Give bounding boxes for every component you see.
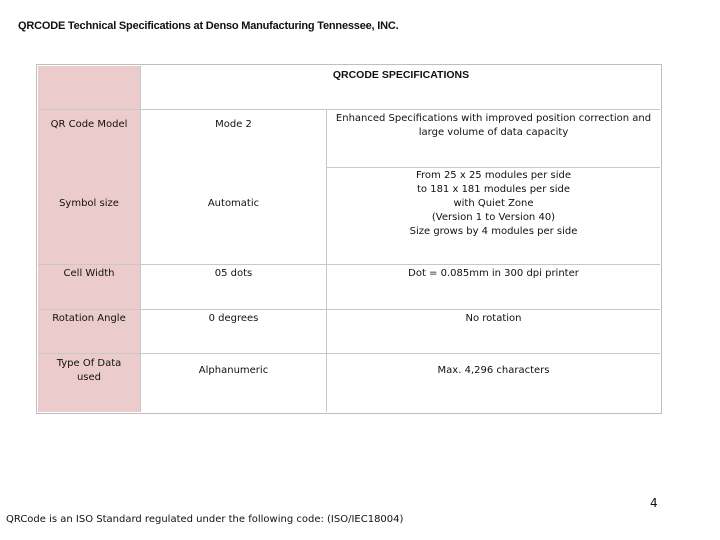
footer-text: QRCode is an ISO Standard regulated under the following code: (ISO/IEC18004) xyxy=(6,514,404,525)
row-value-qr-model: Mode 2 xyxy=(215,119,252,130)
row-detail-data-type: Max. 4,296 characters xyxy=(437,365,550,376)
row-detail-symbol-size: From 25 x 25 modules per side to 181 x 181 modules per side with Quiet Zone (Version 1 to Version 40) Size grows by 4 modules per side xyxy=(409,170,578,237)
spec-table xyxy=(36,64,662,414)
page-number: 4 xyxy=(650,496,658,510)
row-value-symbol-size: Automatic xyxy=(207,198,260,209)
page-title: QRCODE Technical Specifications at Denso Manufacturing Tennessee, INC. xyxy=(18,20,399,32)
row-value-cell-width: 05 dots xyxy=(214,268,253,279)
row-label-data-type: Type Of Data used xyxy=(56,358,122,383)
row-value-rotation-angle: 0 degrees xyxy=(208,313,259,324)
row-value-data-type: Alphanumeric xyxy=(198,365,269,376)
row-detail-cell-width: Dot = 0.085mm in 300 dpi printer xyxy=(408,268,579,279)
table-header: QRCODE SPECIFICATIONS xyxy=(332,69,470,81)
row-label-cell-width: Cell Width xyxy=(63,268,115,279)
row-label-qr-model: QR Code Model xyxy=(50,119,128,130)
row-label-rotation-angle: Rotation Angle xyxy=(52,313,126,324)
row-detail-qr-model: Enhanced Specifications with improved position correction and large volume of data capacity xyxy=(335,113,652,138)
row-detail-rotation-angle: No rotation xyxy=(465,313,522,324)
row-label-symbol-size: Symbol size xyxy=(59,198,119,209)
